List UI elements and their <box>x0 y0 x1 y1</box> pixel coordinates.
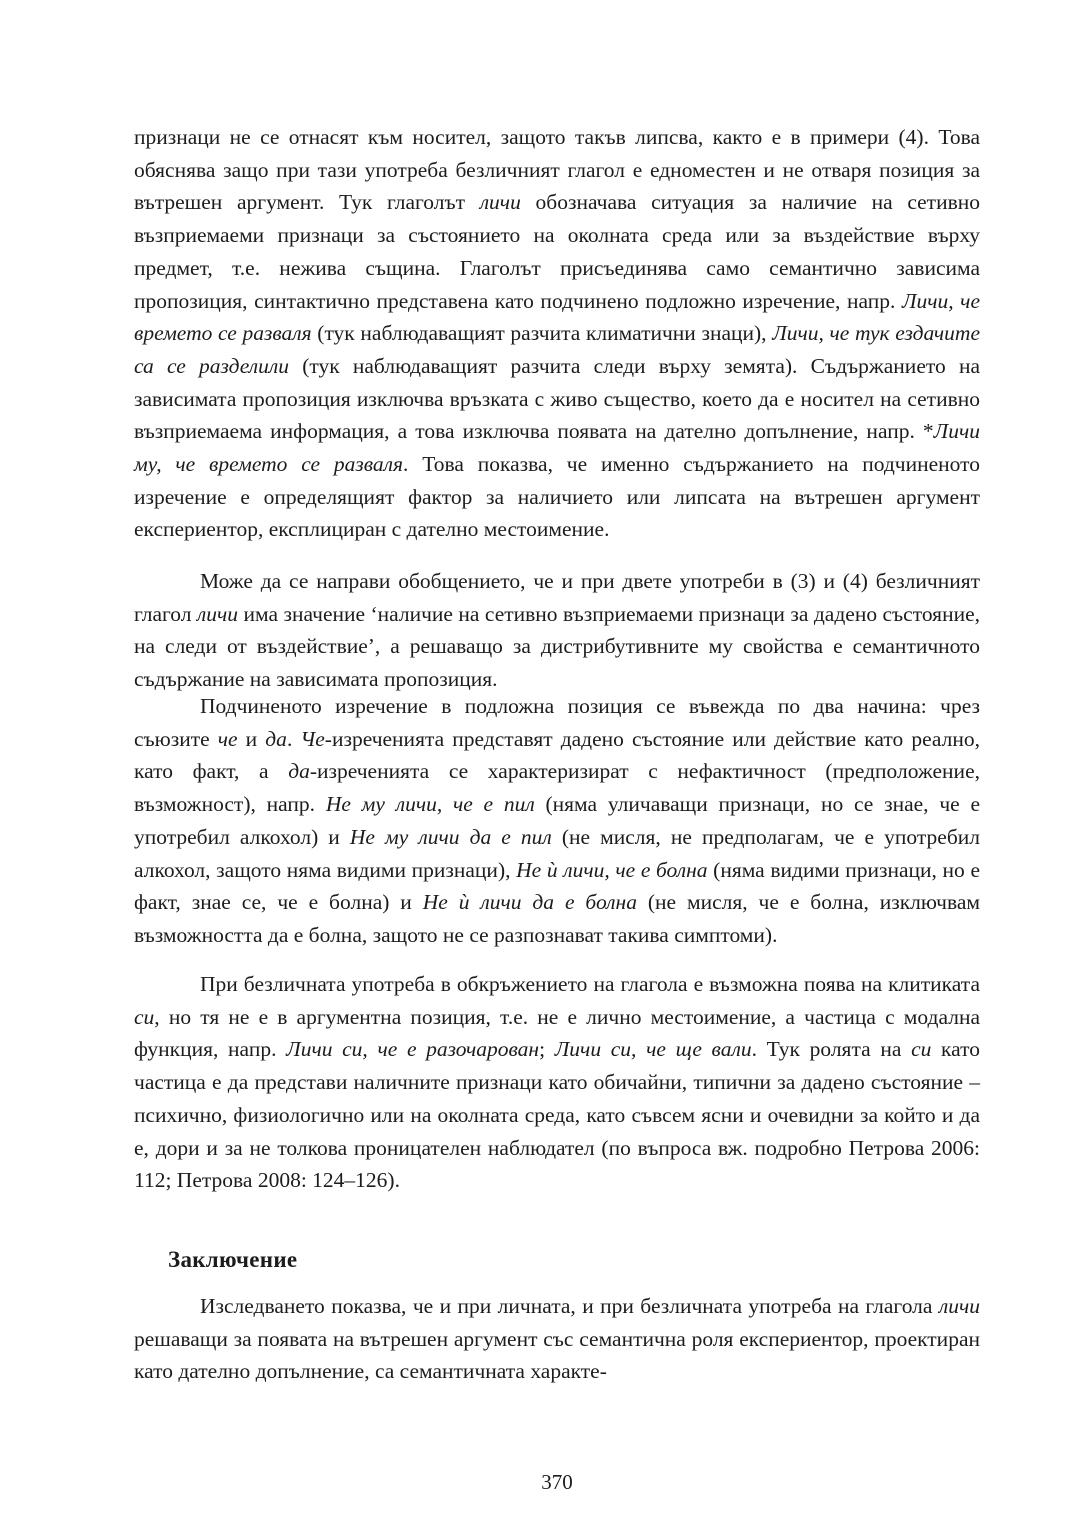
text-run: признаци не се отнасят към носител, защото такъв липсва, както е в примери (4). Това обяснява защо при тази употреба безличният глагол е едноместен и не отваря позиция за вътрешен аргумент. Тук глаголът <box>134 125 980 215</box>
italic-example: Личи си, че ще вали <box>554 1037 752 1062</box>
italic-example: Не му личи, че е пил <box>325 792 535 817</box>
text-run: има значение ‘наличие на сетивно възприемаеми признаци за дадено състояние, на следи от въздействие’, а решаващо за дистрибутивните му свойства е семантичното съдържание на зависимата пропозиция. <box>134 601 980 692</box>
italic-example: да <box>265 726 287 751</box>
text-run: . <box>286 726 301 751</box>
italic-example: си <box>911 1037 932 1062</box>
text-run: Може да се направи обобщението, че и при двете употреби в (3) и (4) безличният глагол <box>134 569 980 626</box>
italic-example: личи <box>938 1294 980 1318</box>
italic-example: Не ѝ личи, че е болна <box>516 857 708 882</box>
section-heading: Заключение <box>168 1247 298 1272</box>
text-run: (не мисля, че е болна, изключвам възможността да е болна, защото не се разпознават такива симптоми). <box>134 890 980 947</box>
italic-example: Личи, че тук ездачите са се разделили <box>134 321 980 378</box>
italic-example: Не му личи да е пил <box>349 824 552 849</box>
text-run: и <box>237 726 266 751</box>
text-run: ; <box>539 1037 555 1062</box>
italic-example: Личи си, че е разочарован <box>286 1037 540 1062</box>
text-run: Подчиненото изречение в подложна позиция се въвежда по два начина: чрез съюзите <box>134 694 980 751</box>
page-number: 370 <box>541 1470 573 1494</box>
text-run: При безличната употреба в обкръжението на глагола е възможна поява на клитиката <box>200 972 980 996</box>
italic-example: Личи му, че времето се разваля <box>134 419 980 477</box>
italic-example: че <box>217 726 238 751</box>
text-run: (не мисля, не предполагам, че е употребил алкохол, защото няма видими признаци), <box>134 824 980 882</box>
paragraph-5 <box>134 1290 980 1388</box>
italic-example: си <box>134 1004 155 1029</box>
text-run: като частица е да представи наличните признаци като обичайни, типични за дадено състояние – психично, физиологично или на околната среда, като съвсем ясни и очевидни за който и да е, дори и за не толкова проницателен наблюдател (по въпроса вж. подробно Петрова 2006: 112; Петрова 2008: 124–126). <box>134 1037 981 1193</box>
italic-example: Че <box>300 726 325 751</box>
italic-example: личи <box>196 601 239 626</box>
text-run: (няма видими признаци, но е факт, знае се, че е болна) и <box>134 857 980 915</box>
text-run: (тук наблюдаващият разчита следи върху земята). Съдържанието на зависимата пропозиция изключва връзката с живо същество, което да е носител на сетивно възприемаема информация, а това изключва появата на дателно допълнение, напр. * <box>134 353 980 444</box>
italic-example: Личи, че времето се разваля <box>134 288 980 346</box>
italic-example: да <box>288 759 310 784</box>
text-run: . Тук ролята на <box>751 1037 912 1062</box>
paragraph-3 <box>134 690 980 952</box>
paragraph-1 <box>134 121 980 546</box>
text-run: . Това показва, че именно съдържанието на подчиненото изречение е определящият фактор за наличието или липсата на вътрешен аргумент експериентор, експлициран с дателно местоимение. <box>134 452 980 542</box>
text-run: (няма уличаващи признаци, но се знае, че е употребил алкохол) и <box>134 792 980 849</box>
italic-example: Не ѝ личи да е болна <box>422 890 637 915</box>
text-run: , но тя не е в аргументна позиция, т.е. не е лично местоимение, а частица с модална функция, напр. <box>134 1004 980 1062</box>
text-run: -изреченията се характеризират с нефактичност (предположение, възможност), напр. <box>134 759 980 817</box>
paragraph-4 <box>134 968 980 1197</box>
text-run: решаващи за появата на вътрешен аргумент със семантична роля експериентор, проектиран като дателно допълнение, са семантичната характе- <box>134 1326 980 1384</box>
paragraph-2 <box>134 565 980 696</box>
italic-example: личи <box>479 190 521 215</box>
text-run: -изреченията представят дадено състояние или действие като реално, като факт, а <box>134 726 981 784</box>
text-run: Изследването показва, че и при личната, и при безличната употреба на глагола <box>200 1294 939 1318</box>
text-run: (тук наблюдаващият разчита климатични знаци), <box>311 321 773 346</box>
text-run: обозначава ситуация за наличие на сетивно възприемаеми признаци за състоянието на околната среда или за въздействие върху предмет, т.е. нежива същина. Глаголът присъединява само семантично зависима пропозиция, синтактично представена като подчинено подложно изречение, напр. <box>134 190 980 313</box>
